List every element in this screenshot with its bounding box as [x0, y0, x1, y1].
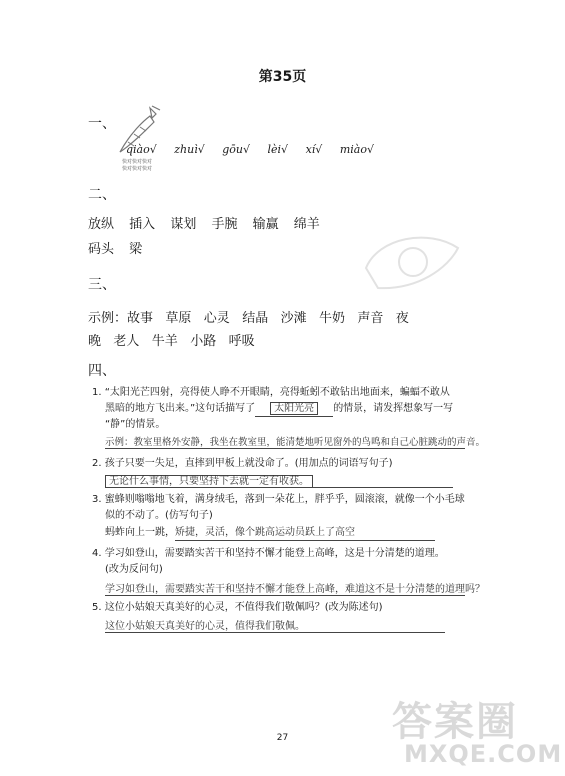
word: 码头	[88, 242, 115, 257]
examples-line-2: 晚 老人 牛羊 小路 呼吸	[88, 334, 255, 349]
q1-line-d: “静”的情景。	[105, 419, 166, 430]
word: 放纵	[88, 217, 115, 232]
q1-line-a: 1. “太阳光芒四射，亮得使人睁不开眼睛，亮得蚯蚓不敢钻出地面来，蝙蝠不敢从	[92, 387, 450, 398]
page-title: 第35页	[258, 69, 307, 85]
q5-question: 5. 这位小姑娘天真美好的心灵，不值得我们敬佩吗？(改为陈述句)	[92, 602, 383, 613]
q2-answer	[105, 472, 453, 488]
pinyin-1: qiào√	[126, 143, 157, 156]
stamp-text: 快对快对快对 快对快对快对	[122, 159, 153, 172]
pinyin-3: gōu√	[222, 143, 251, 156]
q4-line-a: 4. 学习如登山，需要踏实苦干和坚持不懈才能登上高峰，这是十分清楚的道理。	[92, 548, 445, 559]
q1-line-b-text: 黑暗的地方飞出来。”这句话描写了	[105, 403, 256, 414]
q2-question: 2. 孩子只要一失足，直摔到甲板上就没命了。(用加点的词语写句子)	[92, 458, 393, 469]
q1-fill	[255, 402, 333, 417]
word: 谋划	[170, 217, 197, 232]
word: 梁	[129, 242, 143, 257]
section-2-label: 二、	[88, 187, 116, 203]
word: 插入	[129, 217, 156, 232]
q1-line-c-text: 的情景，请发挥想象写一写	[333, 403, 454, 414]
examples-line-1: 示例：故事 草原 心灵 结晶 沙滩 牛奶 声音 夜	[88, 311, 409, 326]
pinyin-6: miào√	[339, 143, 374, 156]
words-row-1	[88, 213, 331, 232]
pinyin-4: lèi√	[267, 143, 289, 156]
q3-line-b: 似的不动了。(仿写句子)	[105, 510, 213, 521]
q3-answer-line	[105, 526, 435, 541]
watermark-stamp-icon	[358, 228, 468, 298]
q1-fill-text: 太阳光亮	[270, 402, 318, 415]
word: 输赢	[252, 217, 279, 232]
section-1-label: 一、	[88, 116, 116, 132]
watermark-url: MXQE.COM	[404, 740, 563, 768]
q5-answer: 这位小姑娘天真美好的心灵，值得我们敬佩。	[105, 617, 445, 633]
pinyin-5: xí√	[305, 143, 323, 156]
section-4-label: 四、	[88, 363, 116, 379]
q3-answer-prefix: 蚂蚱向上一跳，	[105, 527, 175, 538]
pinyin-2: zhuì√	[174, 143, 205, 156]
q2-answer-text: 无论什么事情，只要坚持下去就一定有收获。	[105, 475, 313, 488]
watermark-logo: 答案圈	[392, 699, 518, 745]
pinyin-answers	[126, 143, 388, 156]
word: 手腕	[211, 217, 238, 232]
q1-line-b	[105, 402, 453, 417]
q1-answer: 示例：教室里格外安静，我坐在教室里，能清楚地听见窗外的鸟鸣和自己心脏跳动的声音。	[105, 434, 465, 449]
q4-line-b: (改为反问句)	[105, 564, 163, 575]
word: 绵羊	[293, 217, 320, 232]
q3-line-a: 3. 蜜蜂则嗡嗡地飞着，满身绒毛，落到一朵花上，胖乎乎，圆滚滚，就像一个小毛球	[92, 494, 465, 505]
q4-answer: 学习如登山，需要踏实苦干和坚持不懈才能登上高峰，难道这不是十分清楚的道理吗？	[105, 580, 465, 596]
section-3-label: 三、	[88, 277, 116, 293]
q3-answer: 矫捷，灵活，像个跳高运动员跃上了高空	[175, 526, 435, 541]
page-number: 27	[276, 733, 289, 743]
words-row-2	[88, 238, 153, 257]
